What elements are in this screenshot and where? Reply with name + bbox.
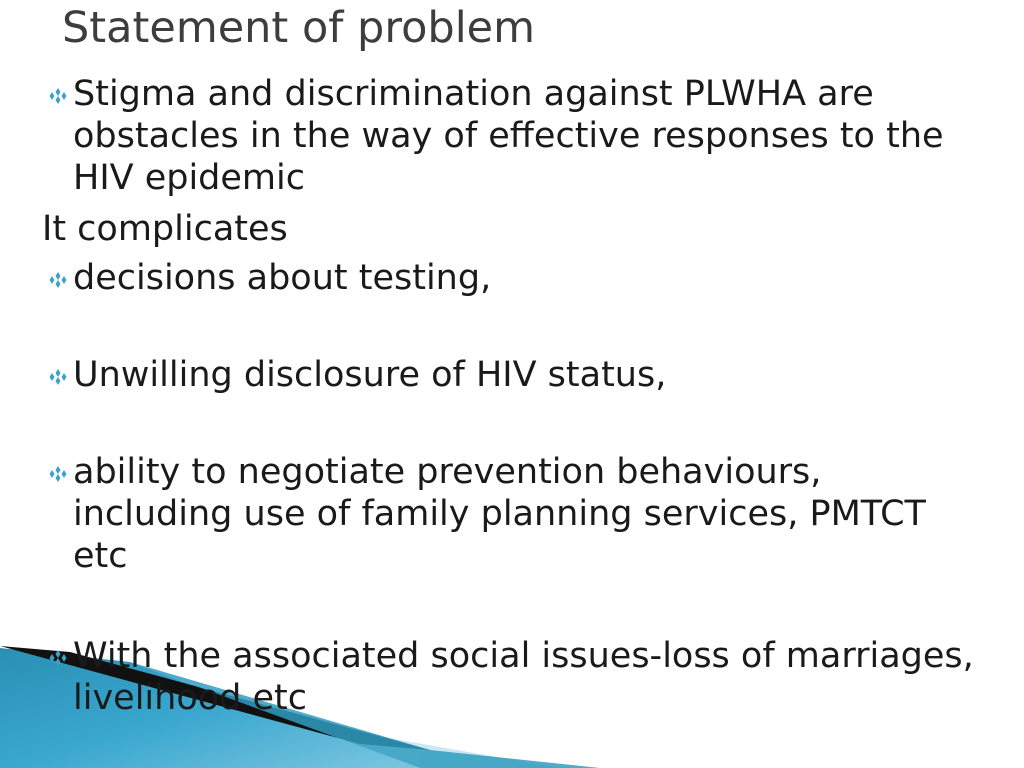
diamond-bullet-icon bbox=[46, 358, 70, 392]
bullet-text: ability to negotiate prevention behaviours, including use of family planning services, PMTCT etc bbox=[73, 452, 926, 576]
diamond-bullet-icon bbox=[46, 261, 70, 295]
diamond-bullet-icon bbox=[46, 77, 70, 111]
slide-title: Statement of problem bbox=[62, 3, 535, 53]
diamond-bullet-icon bbox=[46, 639, 70, 673]
intro-line: It complicates bbox=[42, 209, 288, 249]
bullet-item bbox=[46, 451, 976, 577]
bullet-text: decisions about testing, bbox=[73, 258, 492, 298]
bullet-text: With the associated social issues-loss of marriages, livelihood etc bbox=[73, 636, 974, 718]
bullet-item bbox=[46, 73, 976, 199]
bullet-text: Unwilling disclosure of HIV status, bbox=[73, 355, 667, 395]
bullet-item bbox=[46, 635, 976, 719]
bullet-text: Stigma and discrimination against PLWHA are obstacles in the way of effective responses to the HIV epidemic bbox=[73, 74, 944, 198]
bullet-item bbox=[46, 354, 976, 396]
bullet-item bbox=[46, 257, 976, 299]
diamond-bullet-icon bbox=[46, 455, 70, 489]
